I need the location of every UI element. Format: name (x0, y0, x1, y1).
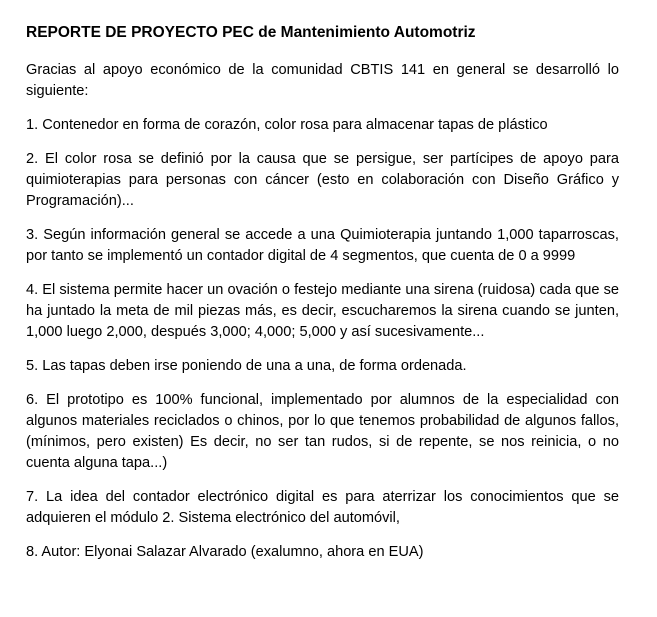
item-6-paragraph: 6. El prototipo es 100% funcional, implementado por alumnos de la especialidad con algunos materiales reciclados o chinos, por lo que tenemos probabilidad de algunos fallos, (mínimos, pero existen) Es decir, no ser tan rudos, si de repente, se nos reinicia, o no cuenta alguna tapa...) (26, 392, 619, 471)
item-2-paragraph: 2. El color rosa se definió por la causa que se persigue, ser partícipes de apoyo para quimioterapias para personas con cáncer (esto en colaboración con Diseño Gráfico y Programación)... (26, 151, 619, 209)
document-title: REPORTE DE PROYECTO PEC de Mantenimiento Automotriz (26, 24, 476, 41)
item-8-paragraph: 8. Autor: Elyonai Salazar Alvarado (exalumno, ahora en EUA) (26, 544, 424, 560)
item-5-paragraph: 5. Las tapas deben irse poniendo de una a una, de forma ordenada. (26, 358, 467, 374)
intro-paragraph: Gracias al apoyo económico de la comunidad CBTIS 141 en general se desarrolló lo siguiente: (26, 62, 619, 99)
item-1-paragraph: 1. Contenedor en forma de corazón, color rosa para almacenar tapas de plástico (26, 117, 548, 133)
item-7-paragraph: 7. La idea del contador electrónico digital es para aterrizar los conocimientos que se adquieren el módulo 2. Sistema electrónico del automóvil, (26, 489, 619, 526)
item-4-paragraph: 4. El sistema permite hacer un ovación o festejo mediante una sirena (ruidosa) cada que se ha juntado la meta de mil piezas más, es decir, escucharemos la sirena cuando se junten, 1,000 luego 2,000, después 3,000; 4,000; 5,000 y así sucesivamente... (26, 282, 619, 340)
item-3-paragraph: 3. Según información general se accede a una Quimioterapia juntando 1,000 taparroscas, por tanto se implementó un contador digital de 4 segmentos, que cuenta de 0 a 9999 (26, 227, 619, 264)
